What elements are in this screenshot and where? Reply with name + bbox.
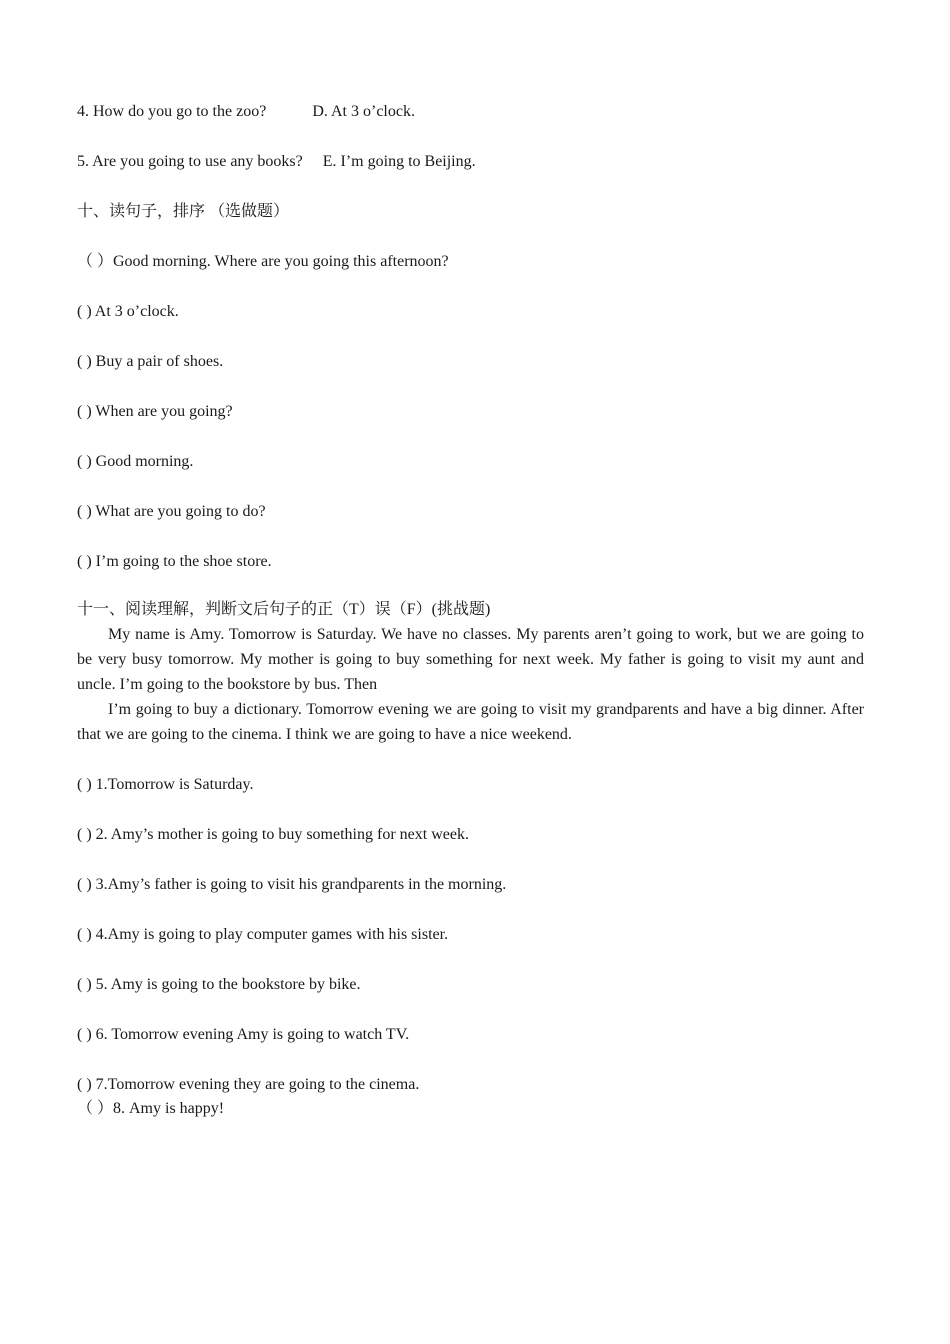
- matching-question-5: 5. Are you going to use any books?: [77, 153, 303, 170]
- ordering-item-4: ( ) When are you going?: [77, 403, 233, 420]
- ordering-item-3: ( ) Buy a pair of shoes.: [77, 353, 224, 370]
- statement-2: ( ) 2. Amy’s mother is going to buy something for next week.: [77, 826, 469, 843]
- statement-7: ( ) 7.Tomorrow evening they are going to the cinema.: [77, 1076, 420, 1093]
- statement-4: ( ) 4.Amy is going to play computer games with his sister.: [77, 926, 449, 943]
- ordering-item-6: ( ) What are you going to do?: [77, 503, 266, 520]
- matching-row-4: [77, 102, 415, 122]
- reading-paragraph-1: My name is Amy. Tomorrow is Saturday. We have no classes. My parents aren’t going to work, but we are going to be very busy tomorrow. My mother is going to buy something for next week. My father is going to visit my aunt and uncle. I’m going to the bookstore by bus. Then: [77, 626, 864, 693]
- statement-5: ( ) 5. Amy is going to the bookstore by bike.: [77, 976, 361, 993]
- statement-8: （ ）8. Amy is happy!: [77, 1100, 225, 1117]
- ordering-item-1: （ ）Good morning. Where are you going this afternoon?: [77, 253, 449, 270]
- statement-6: ( ) 6. Tomorrow evening Amy is going to watch TV.: [77, 1026, 410, 1043]
- statement-3: ( ) 3.Amy’s father is going to visit his grandparents in the morning.: [77, 876, 507, 893]
- reading-paragraph-2: I’m going to buy a dictionary. Tomorrow evening we are going to visit my grandparents and have a big dinner. After that we are going to the cinema. I think we are going to have a nice weekend.: [77, 701, 864, 743]
- ordering-item-5: ( ) Good morning.: [77, 453, 194, 470]
- statement-1: ( ) 1.Tomorrow is Saturday.: [77, 776, 254, 793]
- matching-question-4: 4. How do you go to the zoo?: [77, 103, 267, 120]
- section-10-heading: 十、读句子，排序 （选做题）: [77, 203, 290, 220]
- matching-answer-d: D. At 3 o’clock.: [312, 103, 415, 120]
- ordering-item-2: ( ) At 3 o’clock.: [77, 303, 179, 320]
- ordering-item-7: ( ) I’m going to the shoe store.: [77, 553, 272, 570]
- matching-row-5: [77, 152, 476, 172]
- section-11-heading: 十一、阅读理解，判断文后句子的正（T）误（F）(挑战题): [77, 601, 491, 618]
- matching-answer-e: E. I’m going to Beijing.: [322, 153, 476, 170]
